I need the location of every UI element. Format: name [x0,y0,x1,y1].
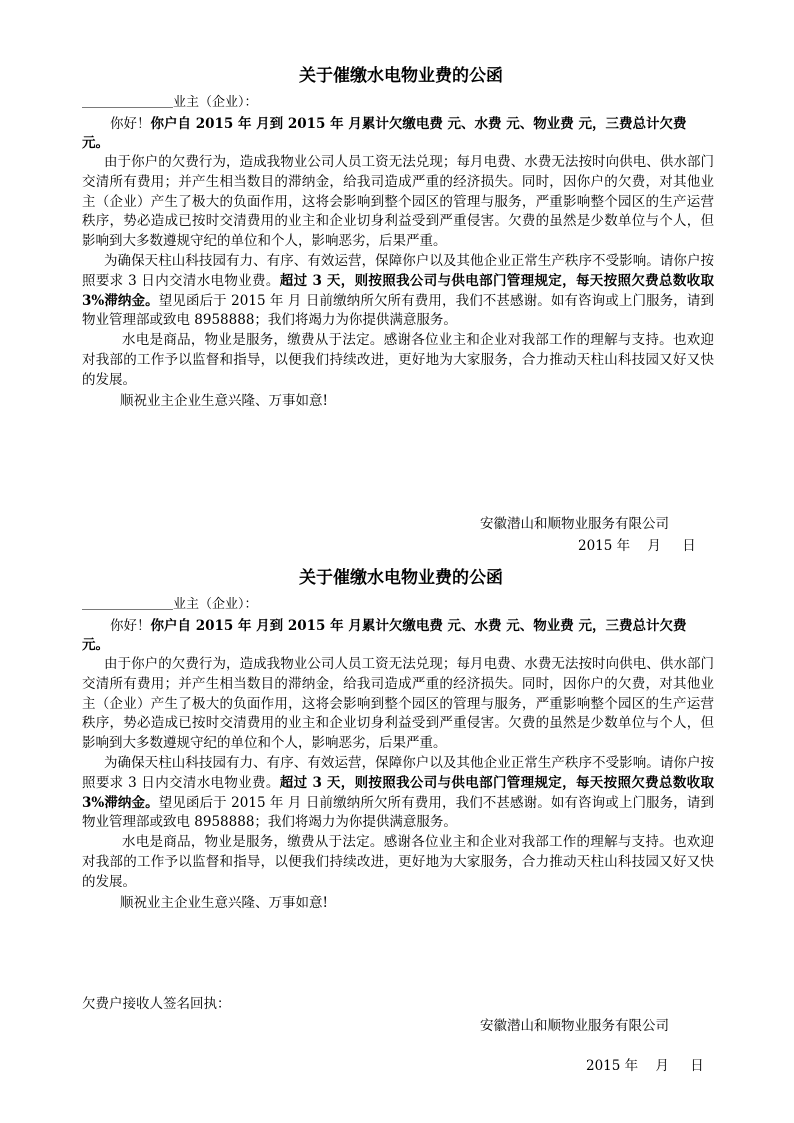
body-paragraph-2 [82,754,714,833]
greeting-text: 你好！ [110,618,151,634]
payment-deadline: 望见函后于 2015 年 月 日前缴纳所欠所有费用，我们不甚感谢。如有咨询或上门服务，请到物业管理部或致电 8958888；我们将竭力为你提供满意服务。 [82,292,714,329]
late-fee-notice: 超过 3 天，则按照我公司与供电部门管理规定，每天按照欠费总数收取 3%滞纳金。 [82,272,715,309]
letter-2 [0,566,794,1074]
greeting-paragraph [82,115,714,153]
receipt-signature-label: 欠费户接收人签名回执： [82,996,231,1012]
addressee-line: ＿＿＿＿＿＿＿业主（企业）： [82,95,258,110]
body-paragraph-3: 水电是商品，物业是服务，缴费从于法定。感谢各位业主和企业对我部工作的理解与支持。也欢迎对我部的工作予以监督和指导，以便我们持续改进，更好地为大家服务，合力推动天柱山科技园又好又快的发展。 [82,332,714,388]
letter-date: 2015 年 月 日 [578,538,696,554]
letter-title: 关于催缴水电物业费的公函 [299,568,503,588]
body-paragraph-1: 由于你户的欠费行为，造成我物业公司人员工资无法兑现；每月电费、水费无法按时向供电、供水部门交清所有费用；并产生相当数目的滞纳金，给我司造成严重的经济损失。同时，因你户的欠费，对其他业主（企业）产生了极大的负面作用，这将会影响到整个园区的管理与服务，严重影响整个园区的生产运营秩序，势必造成已按时交清费用的业主和企业切身利益受到严重侵害。欠费的虽然是少数单位与个人，但影响到大多数遵规守纪的单位和个人，影响恶劣，后果严重。 [82,656,714,752]
greeting-paragraph [82,617,714,655]
closing-wishes: 顺祝业主企业生意兴隆、万事如意! [120,894,328,911]
letter-date: 2015 年 月 日 [586,1058,704,1074]
payment-deadline: 望见函后于 2015 年 月 日前缴纳所欠所有费用，我们不甚感谢。如有咨询或上门服务，请到物业管理部或致电 8958888；我们将竭力为你提供满意服务。 [82,794,714,831]
company-name: 安徽潜山和顺物业服务有限公司 [480,1018,669,1034]
body-paragraph-3: 水电是商品，物业是服务，缴费从于法定。感谢各位业主和企业对我部工作的理解与支持。也欢迎对我部的工作予以监督和指导，以便我们持续改进，更好地为大家服务，合力推动天柱山科技园又好又快的发展。 [82,834,714,890]
greeting-text: 你好！ [110,116,151,132]
letter-1 [0,64,794,554]
closing-wishes: 顺祝业主企业生意兴隆、万事如意! [120,392,328,409]
letter-title: 关于催缴水电物业费的公函 [299,66,503,86]
payment-request: 为确保天柱山科技园有力、有序、有效运营，保障你户以及其他企业正常生产秩序不受影响。请你户按照要求 3 日内交清水电物业费。 [82,754,714,791]
addressee-line: ＿＿＿＿＿＿＿业主（企业）： [82,597,258,612]
late-fee-notice: 超过 3 天，则按照我公司与供电部门管理规定，每天按照欠费总数收取 3%滞纳金。 [82,774,715,811]
arrears-summary: 你户自 2015 年 月到 2015 年 月累计欠缴电费 元、水费 元、物业费 元，三费总计欠费 元。 [82,116,687,151]
company-name: 安徽潜山和顺物业服务有限公司 [480,516,669,532]
body-paragraph-2 [82,252,714,331]
payment-request: 为确保天柱山科技园有力、有序、有效运营，保障你户以及其他企业正常生产秩序不受影响。请你户按照要求 3 日内交清水电物业费。 [82,252,714,289]
arrears-summary: 你户自 2015 年 月到 2015 年 月累计欠缴电费 元、水费 元、物业费 元，三费总计欠费 元。 [82,618,687,653]
body-paragraph-1: 由于你户的欠费行为，造成我物业公司人员工资无法兑现；每月电费、水费无法按时向供电、供水部门交清所有费用；并产生相当数目的滞纳金，给我司造成严重的经济损失。同时，因你户的欠费，对其他业主（企业）产生了极大的负面作用，这将会影响到整个园区的管理与服务，严重影响整个园区的生产运营秩序，势必造成已按时交清费用的业主和企业切身利益受到严重侵害。欠费的虽然是少数单位与个人，但影响到大多数遵规守纪的单位和个人，影响恶劣，后果严重。 [82,154,714,250]
